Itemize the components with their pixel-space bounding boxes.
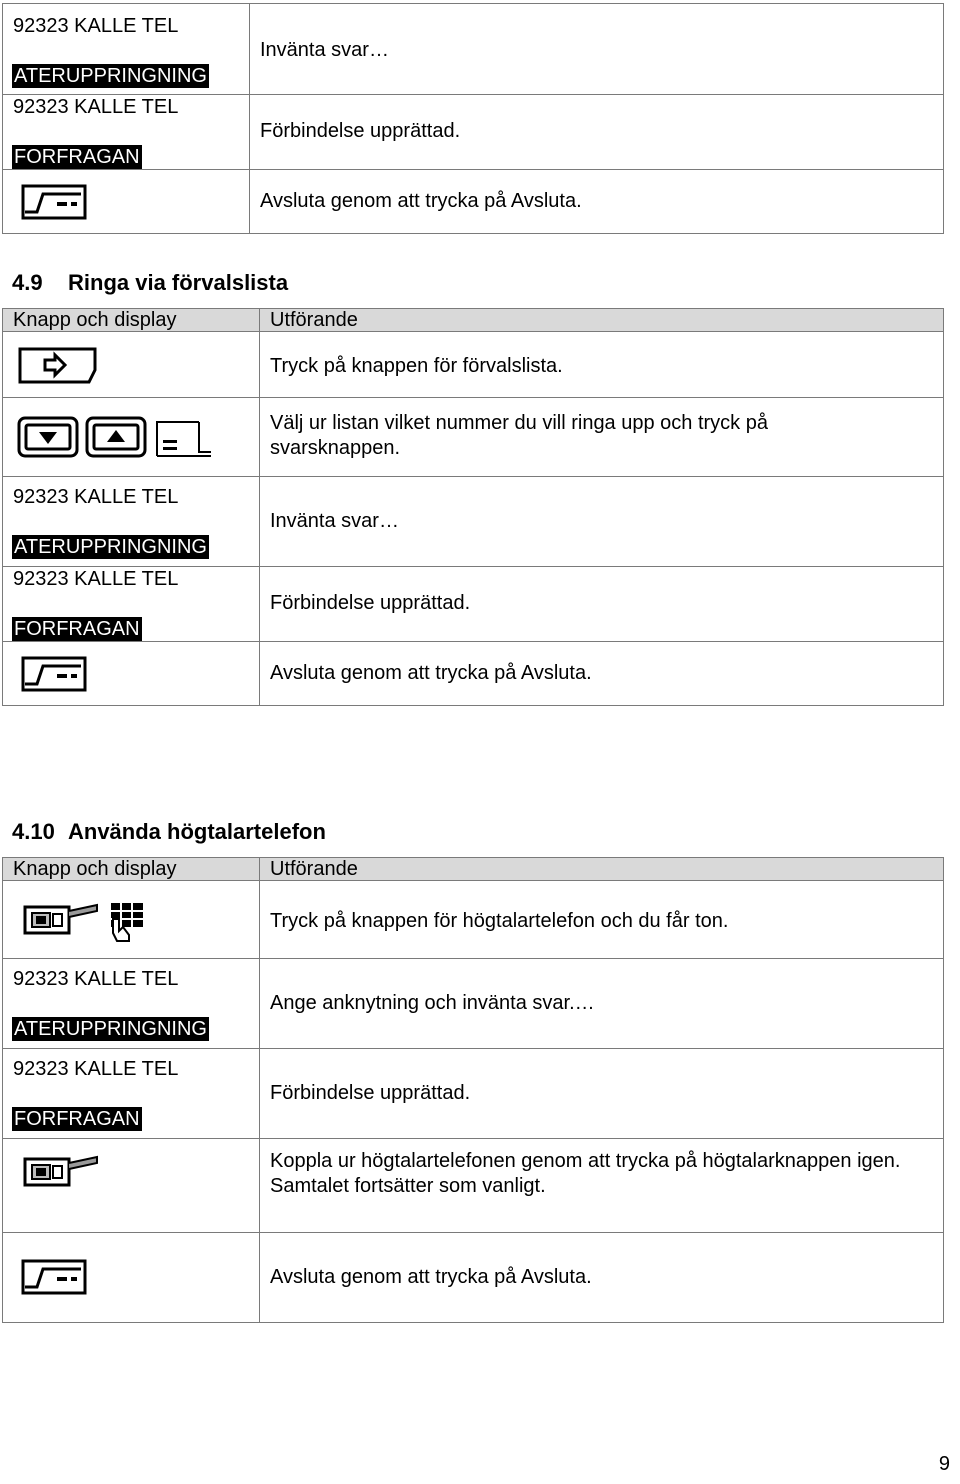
display-cell (3, 95, 250, 170)
instruction-cell (260, 1233, 944, 1323)
section-number: 4.10 (12, 819, 55, 844)
speaker-key-icon (23, 1153, 99, 1189)
instruction-text: Förbindelse upprättad. (260, 120, 461, 142)
header-col2: Utförande (260, 309, 944, 332)
table-row (3, 1233, 944, 1323)
table-row (3, 1049, 944, 1139)
instruction-text: Välj ur listan vilket nummer du vill ringa upp och tryck på svarsknappen. (270, 412, 768, 459)
instruction-cell (250, 95, 944, 170)
display-cell (3, 567, 260, 642)
preset-list-key-icon (17, 346, 101, 386)
instruction-cell (260, 959, 944, 1049)
table-row (3, 1139, 944, 1233)
answer-key-icon (153, 416, 215, 458)
display-line: 92323 KALLE TEL (13, 968, 179, 990)
instruction-text: Tryck på knappen för förvalslista. (270, 355, 563, 377)
instruction-text: Avsluta genom att trycka på Avsluta. (270, 1266, 592, 1288)
table-header (3, 309, 944, 332)
table-row (3, 398, 944, 477)
keypad-icon (109, 901, 145, 943)
instruction-cell (260, 1139, 944, 1233)
icon-group (23, 901, 259, 943)
section-heading (12, 270, 288, 296)
display-cell (3, 1049, 260, 1139)
header-col2: Utförande (260, 858, 944, 881)
instruction-cell (260, 1049, 944, 1139)
display-softkey: ATERUPPRINGNING (14, 1018, 207, 1040)
instruction-text: Tryck på knappen för högtalartelefon och du får ton. (270, 910, 729, 932)
icon-cell (3, 332, 260, 398)
scroll-up-key-icon (85, 416, 147, 458)
instruction-text: Invänta svar… (260, 39, 389, 61)
section-title: Använda högtalartelefon (68, 819, 326, 844)
display-line: 92323 KALLE TEL (13, 1058, 179, 1080)
scroll-down-key-icon (17, 416, 79, 458)
instruction-cell (260, 567, 944, 642)
table-row (3, 95, 944, 170)
display-softkey: ATERUPPRINGNING (14, 65, 207, 87)
instruction-cell (250, 4, 944, 95)
display-softkey: FORFRAGAN (14, 618, 140, 640)
hang-up-key-icon (21, 1259, 91, 1299)
table-row (3, 642, 944, 706)
section-number: 4.9 (12, 270, 43, 295)
display-softkey: ATERUPPRINGNING (14, 536, 207, 558)
hang-up-key-icon (21, 656, 91, 696)
display-line: 92323 KALLE TEL (13, 96, 179, 118)
instruction-cell (260, 332, 944, 398)
instruction-text: Koppla ur högtalartelefonen genom att trycka på högtalarknappen igen. (270, 1150, 901, 1172)
icon-group (17, 416, 259, 458)
section-heading (12, 819, 326, 845)
display-line: 92323 KALLE TEL (13, 568, 179, 590)
call-table-4-10 (2, 857, 944, 1323)
hang-up-key-icon (21, 184, 91, 224)
table-row (3, 881, 944, 959)
instruction-text: Förbindelse upprättad. (270, 1082, 471, 1104)
table-row (3, 477, 944, 567)
instruction-text: Avsluta genom att trycka på Avsluta. (270, 662, 592, 684)
instruction-cell (260, 881, 944, 959)
display-softkey: FORFRAGAN (14, 1108, 140, 1130)
icon-cell (3, 881, 260, 959)
call-table-top (2, 3, 944, 234)
header-col1: Knapp och display (3, 858, 260, 881)
call-table-4-9 (2, 308, 944, 706)
header-col1: Knapp och display (3, 309, 260, 332)
table-row (3, 332, 944, 398)
table-row (3, 170, 944, 234)
icon-cell (3, 642, 260, 706)
instruction-cell (260, 642, 944, 706)
page-number: 9 (938, 1453, 950, 1475)
display-cell (3, 959, 260, 1049)
instruction-text: Ange anknytning och invänta svar.… (270, 992, 595, 1014)
instruction-text: Avsluta genom att trycka på Avsluta. (260, 190, 582, 212)
instruction-cell (250, 170, 944, 234)
display-line: 92323 KALLE TEL (13, 15, 179, 37)
instruction-text: Förbindelse upprättad. (270, 592, 471, 614)
icon-cell (3, 398, 260, 477)
display-cell (3, 477, 260, 567)
table-row (3, 959, 944, 1049)
icon-cell (3, 1139, 260, 1233)
display-cell (3, 4, 250, 95)
table-row (3, 4, 944, 95)
icon-cell (3, 170, 250, 234)
instruction-cell (260, 398, 944, 477)
icon-cell (3, 1233, 260, 1323)
display-softkey: FORFRAGAN (14, 146, 140, 168)
section-title: Ringa via förvalslista (68, 270, 289, 295)
instruction-text: Invänta svar… (270, 510, 399, 532)
speaker-key-icon (23, 901, 99, 937)
table-header (3, 858, 944, 881)
instruction-text: Samtalet fortsätter som vanligt. (270, 1175, 546, 1197)
table-row (3, 567, 944, 642)
instruction-cell (260, 477, 944, 567)
display-line: 92323 KALLE TEL (13, 486, 179, 508)
